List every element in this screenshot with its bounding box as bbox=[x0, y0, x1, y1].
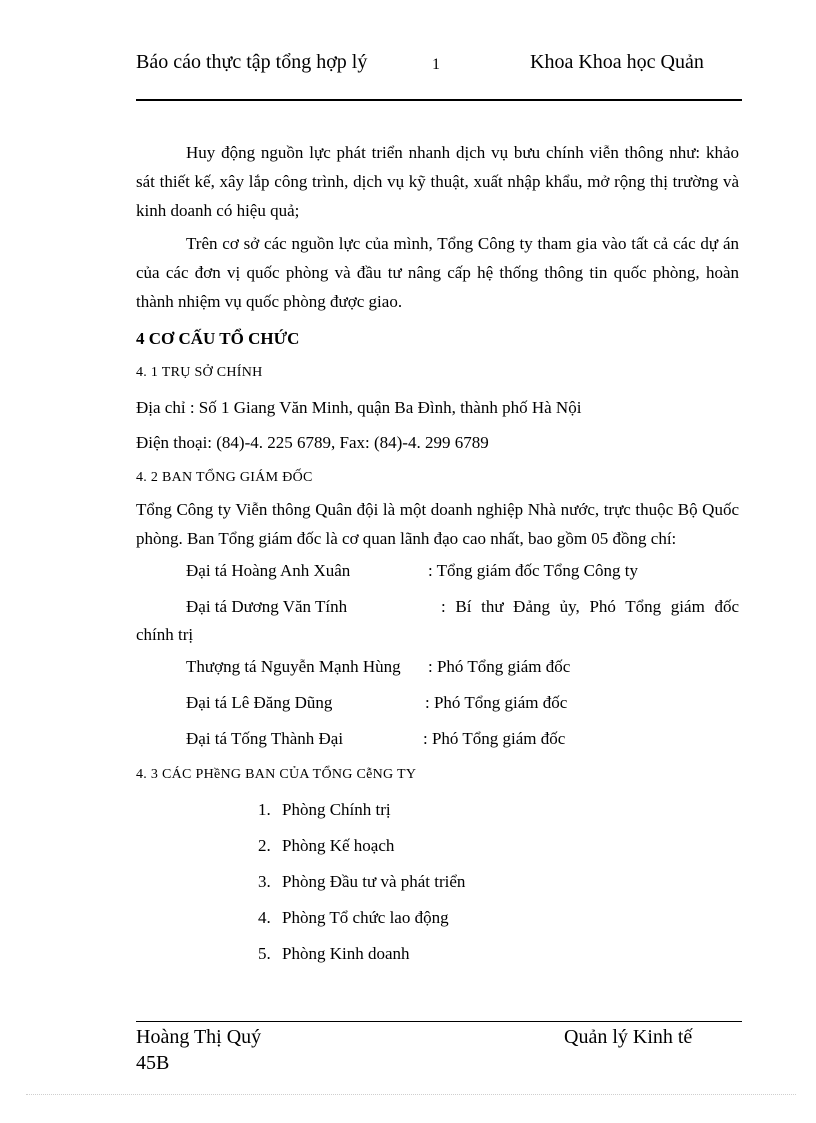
officer-role: : Phó Tổng giám đốc bbox=[423, 729, 566, 748]
list-item bbox=[136, 828, 739, 864]
list-number: 5. bbox=[258, 944, 271, 963]
officer-name: Thượng tá Nguyễn Mạnh Hùng bbox=[186, 657, 401, 676]
list-number: 2. bbox=[258, 836, 271, 855]
paragraph-defense-projects: Trên cơ sở các nguồn lực của mình, Tổng Công ty tham gia vào tất cả các dự án của các đơn vị quốc phòng và đầu tư nâng cấp hệ thống thông tin quốc phòng, hoàn thành nhiệm vụ quốc phòng được giao. bbox=[136, 234, 739, 311]
footer-major: Quản lý Kinh tế bbox=[564, 1026, 693, 1048]
subheading-board-of-directors: 4. 2 BAN TỔNG GIÁM ĐỐC bbox=[136, 470, 313, 485]
department-name: Phòng Đầu tư và phát triển bbox=[282, 872, 466, 891]
officer-role: : Tổng giám đốc Tổng Công ty bbox=[428, 561, 638, 580]
officer-row bbox=[136, 721, 739, 757]
header-report-title: Báo cáo thực tập tổng hợp lý bbox=[136, 51, 368, 73]
list-item bbox=[136, 864, 739, 900]
officer-name: Đại tá Hoàng Anh Xuân bbox=[186, 561, 351, 580]
department-name: Phòng Chính trị bbox=[282, 800, 391, 819]
list-number: 1. bbox=[258, 800, 271, 819]
officer-role: : Phó Tổng giám đốc bbox=[428, 657, 571, 676]
section-heading-organization: 4 CƠ CẤU TỔ CHỨC bbox=[136, 329, 300, 348]
officer-row bbox=[136, 649, 739, 685]
footer-divider bbox=[136, 1021, 742, 1022]
board-intro-paragraph: Tổng Công ty Viễn thông Quân đội là một doanh nghiệp Nhà nước, trực thuộc Bộ Quốc phòng. Ban Tổng giám đốc là cơ quan lãnh đạo cao nhất, bao gồm 05 đồng chí: bbox=[136, 500, 739, 548]
department-name: Phòng Kinh doanh bbox=[282, 944, 410, 963]
page-bottom-dotted-divider bbox=[26, 1094, 796, 1095]
officer-row bbox=[136, 593, 739, 649]
officer-name: Đại tá Tống Thành Đại bbox=[186, 729, 344, 748]
officer-row bbox=[136, 553, 739, 589]
subheading-departments: 4. 3 CÁC PHềNG BAN CỦA TỔNG CễNG TY bbox=[136, 767, 417, 782]
officer-row bbox=[136, 685, 739, 721]
officer-role-continued: chính trị bbox=[136, 625, 194, 644]
officer-role: : Phó Tổng giám đốc bbox=[425, 693, 568, 712]
department-list bbox=[136, 792, 739, 972]
department-name: Phòng Kế hoạch bbox=[282, 836, 395, 855]
list-item bbox=[136, 792, 739, 828]
list-number: 4. bbox=[258, 908, 271, 927]
header-divider bbox=[136, 99, 742, 101]
officer-name: Đại tá Dương Văn Tính bbox=[186, 597, 348, 616]
officer-name: Đại tá Lê Đăng Dũng bbox=[186, 693, 333, 712]
footer-author: Hoàng Thị Quý 45B bbox=[136, 1026, 262, 1074]
phone-fax-line: Điện thoại: (84)-4. 225 6789, Fax: (84)-4. 299 6789 bbox=[136, 433, 489, 452]
list-number: 3. bbox=[258, 872, 271, 891]
subheading-headquarters: 4. 1 TRỤ SỞ CHÍNH bbox=[136, 365, 263, 380]
list-item bbox=[136, 900, 739, 936]
list-item bbox=[136, 936, 739, 972]
officer-role: : Bí thư Đảng ủy, Phó Tổng giám đốc bbox=[441, 597, 739, 616]
address-line: Địa chỉ : Số 1 Giang Văn Minh, quận Ba Đình, thành phố Hà Nội bbox=[136, 398, 582, 417]
paragraph-resources: Huy động nguồn lực phát triển nhanh dịch vụ bưu chính viễn thông như: khảo sát thiết kế, xây lắp công trình, dịch vụ kỹ thuật, xuất nhập khẩu, mở rộng thị trường và kinh doanh có hiệu quả; bbox=[136, 143, 739, 220]
page-number: 1 bbox=[432, 56, 440, 73]
document-body bbox=[136, 138, 739, 972]
header-faculty: Khoa Khoa học Quản bbox=[530, 51, 704, 73]
department-name: Phòng Tổ chức lao động bbox=[282, 908, 449, 927]
